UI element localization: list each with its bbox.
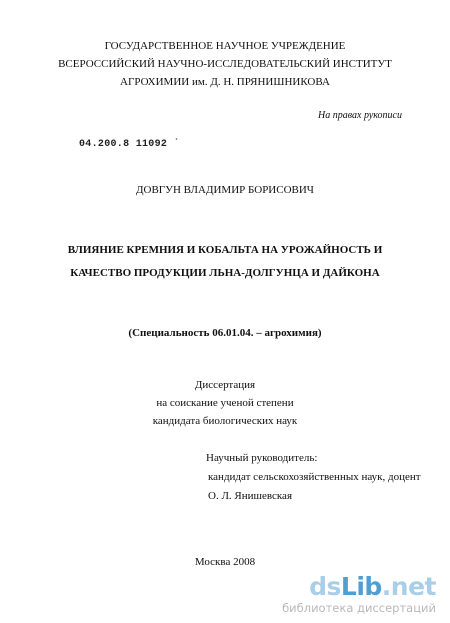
watermark-net: .net [381, 572, 436, 601]
institution-line-2: ВСЕРОССИЙСКИЙ НАУЧНО-ИССЛЕДОВАТЕЛЬСКИЙ ИНСТИТУТ [58, 58, 392, 70]
degree-block [0, 379, 450, 433]
watermark-lib: Lib [340, 572, 382, 601]
watermark-subtitle: библиотека диссертаций [282, 601, 436, 615]
rights-note: На правах рукописи [318, 110, 402, 121]
institution-header [0, 40, 450, 94]
supervisor-degree: кандидат сельскохозяйственных наук, доцент [208, 471, 421, 483]
catalog-code: 04.200.8 11092 ˙ [79, 139, 180, 150]
dissertation-title [0, 244, 450, 290]
author-name: ДОВГУН ВЛАДИМИР БОРИСОВИЧ [136, 184, 314, 196]
title-line-2: КАЧЕСТВО ПРОДУКЦИИ ЛЬНА-ДОЛГУНЦА И ДАЙКОНА [70, 267, 380, 279]
watermark-logo [282, 574, 436, 600]
dslib-watermark [282, 574, 436, 615]
title-line-1: ВЛИЯНИЕ КРЕМНИЯ И КОБАЛЬТА НА УРОЖАЙНОСТЬ И [67, 244, 383, 256]
supervisor-block [206, 452, 421, 509]
supervisor-name: О. Л. Янишевская [208, 490, 292, 502]
degree-line-2: на соискание ученой степени [156, 397, 294, 409]
institution-line-1: ГОСУДАРСТВЕННОЕ НАУЧНОЕ УЧРЕЖДЕНИЕ [104, 40, 346, 52]
degree-line-3: кандидата биологических наук [152, 415, 298, 427]
specialty: (Специальность 06.01.04. – агрохимия) [128, 327, 322, 339]
watermark-ds: ds [309, 572, 341, 601]
supervisor-label: Научный руководитель: [206, 452, 318, 464]
degree-line-1: Диссертация [194, 379, 256, 391]
institution-line-3: АГРОХИМИИ им. Д. Н. ПРЯНИШНИКОВА [120, 76, 330, 88]
city-year: Москва 2008 [194, 556, 256, 568]
